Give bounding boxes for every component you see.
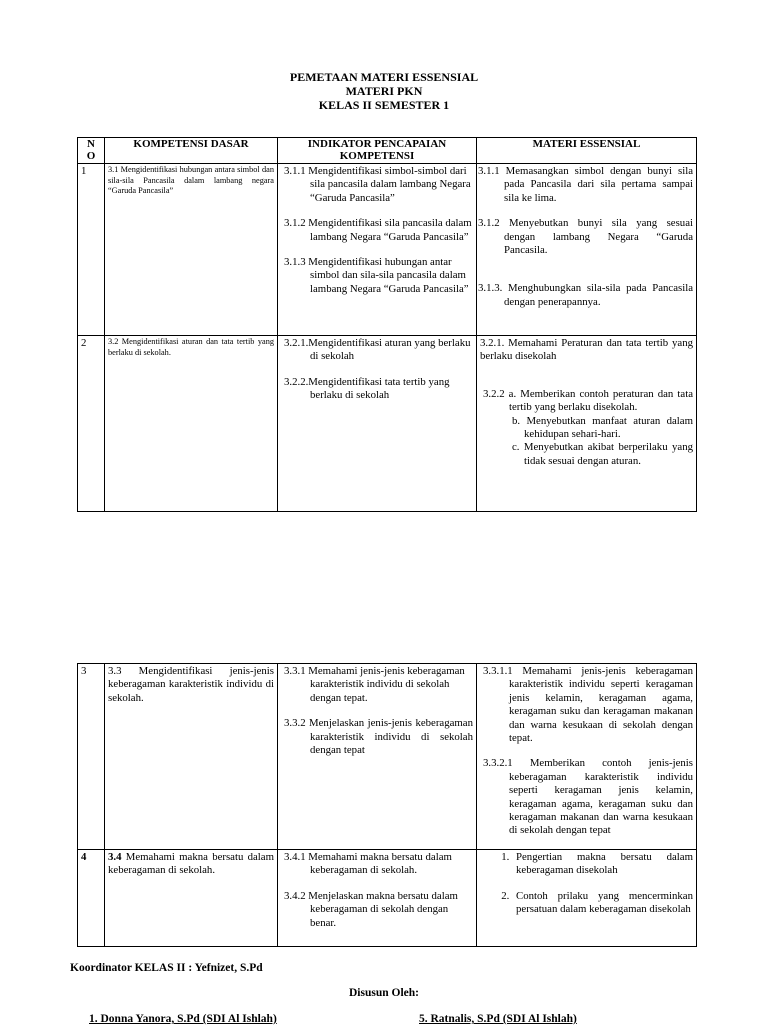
row-number: 3	[78, 664, 105, 850]
table-row	[78, 850, 697, 947]
row-number: 4	[78, 850, 105, 947]
table-row	[78, 336, 697, 512]
table-header-row	[78, 138, 697, 164]
header-materi: MATERI ESSENSIAL	[477, 138, 697, 164]
author-1: 1. Donna Yanora, S.Pd (SDI Al Ishlah)	[89, 1013, 277, 1025]
table-row	[78, 164, 697, 336]
document-title	[0, 70, 768, 112]
materi-cell: 3.3.1.1 Memahami jenis-jenis keberagaman karakteristik individu seperti keragaman jenis kelamin, keragaman agama, keragaman suku dan keragaman makanan dan warna kesukaan di sekolah dengan tepat. 3.3.2.1 Memberikan contoh jenis-jenis keberagaman karakteristik individu seperti keragaman jenis kelamin, keragaman agama, keragaman suku dan keragaman makanan dan warna kesukaan di sekolah dengan tepat	[477, 664, 697, 850]
coordinator-line: Koordinator KELAS II : Yefnizet, S.Pd	[70, 962, 263, 974]
header-kompetensi-dasar: KOMPETENSI DASAR	[105, 138, 278, 164]
kompetensi-dasar-cell: 3.2 Mengidentifikasi aturan dan tata tertib yang berlaku di sekolah.	[105, 336, 278, 512]
title-line-3: KELAS II SEMESTER 1	[318, 98, 450, 112]
row-number: 2	[78, 336, 105, 512]
row-number: 1	[78, 164, 105, 336]
indikator-cell: 3.3.1 Memahami jenis-jenis keberagaman karakteristik individu di sekolah dengan tepat. 3.3.2 Menjelaskan jenis-jenis keberagaman karakteristik individu di sekolah dengan tepat	[278, 664, 477, 850]
indikator-cell: 3.2.1.Mengidentifikasi aturan yang berlaku di sekolah 3.2.2.Mengidentifikasi tata tertib yang berlaku di sekolah	[278, 336, 477, 512]
indikator-cell: 3.4.1 Memahami makna bersatu dalam keberagaman di sekolah. 3.4.2 Menjelaskan makna bersatu dalam keberagaman di sekolah dengan benar.	[278, 850, 477, 947]
list-item: 1. Pengertian makna bersatu dalam keberagaman disekolah	[512, 851, 693, 878]
title-line-2: MATERI PKN	[345, 84, 423, 98]
materi-cell: 3.1.1 Memasangkan simbol dengan bunyi sila pada Pancasila dari sila pertama sampai sila ke lima. 3.1.2 Menyebutkan bunyi sila yang sesuai dengan lambang Negara “Garuda Pancasila. 3.1.3. Menghubungkan sila-sila pada Pancasila dengan penerapannya.	[477, 164, 697, 336]
indikator-cell: 3.1.1 Mengidentifikasi simbol-simbol dari sila pancasila dalam lambang Negara “Garuda Pancasila” 3.1.2 Mengidentifikasi sila pancasila dalam lambang Negara “Garuda Pancasila” 3.1.3 Mengidentifikasi hubungan antar simbol dan sila-sila pancasila dalam lambang Negara “Garuda Pancasila”	[278, 164, 477, 336]
kompetensi-dasar-cell: 3.1 Mengidentifikasi hubungan antara simbol dan sila-sila Pancasila dalam lambang negara “Garuda Pancasila”	[105, 164, 278, 336]
header-indikator: INDIKATOR PENCAPAIAN KOMPETENSI	[278, 138, 477, 164]
kompetensi-dasar-cell: 3.4 Memahami makna bersatu dalam keberagaman di sekolah.	[105, 850, 278, 947]
materi-table-part-1	[77, 137, 697, 512]
materi-cell: 3.2.1. Memahami Peraturan dan tata tertib yang berlaku disekolah 3.2.2 a. Memberikan contoh peraturan dan tata tertib yang berlaku disekolah. b. Menyebutkan manfaat aturan dalam kehidupan sehari-hari. c. Menyebutkan akibat berperilaku yang tidak sesuai dengan aturan.	[477, 336, 697, 512]
author-5: 5. Ratnalis, S.Pd (SDI Al Ishlah)	[419, 1013, 577, 1025]
materi-cell	[477, 850, 697, 947]
materi-table-part-2	[77, 663, 697, 947]
header-no: N O	[78, 138, 105, 164]
kompetensi-dasar-cell: 3.3 Mengidentifikasi jenis-jenis keberagaman karakteristik individu di sekolah.	[105, 664, 278, 850]
table-row	[78, 664, 697, 850]
list-item: 2. Contoh prilaku yang mencerminkan persatuan dalam keberagaman disekolah	[512, 890, 693, 917]
title-line-1: PEMETAAN MATERI ESSENSIAL	[289, 70, 479, 84]
compiled-by-label: Disusun Oleh:	[349, 987, 419, 999]
